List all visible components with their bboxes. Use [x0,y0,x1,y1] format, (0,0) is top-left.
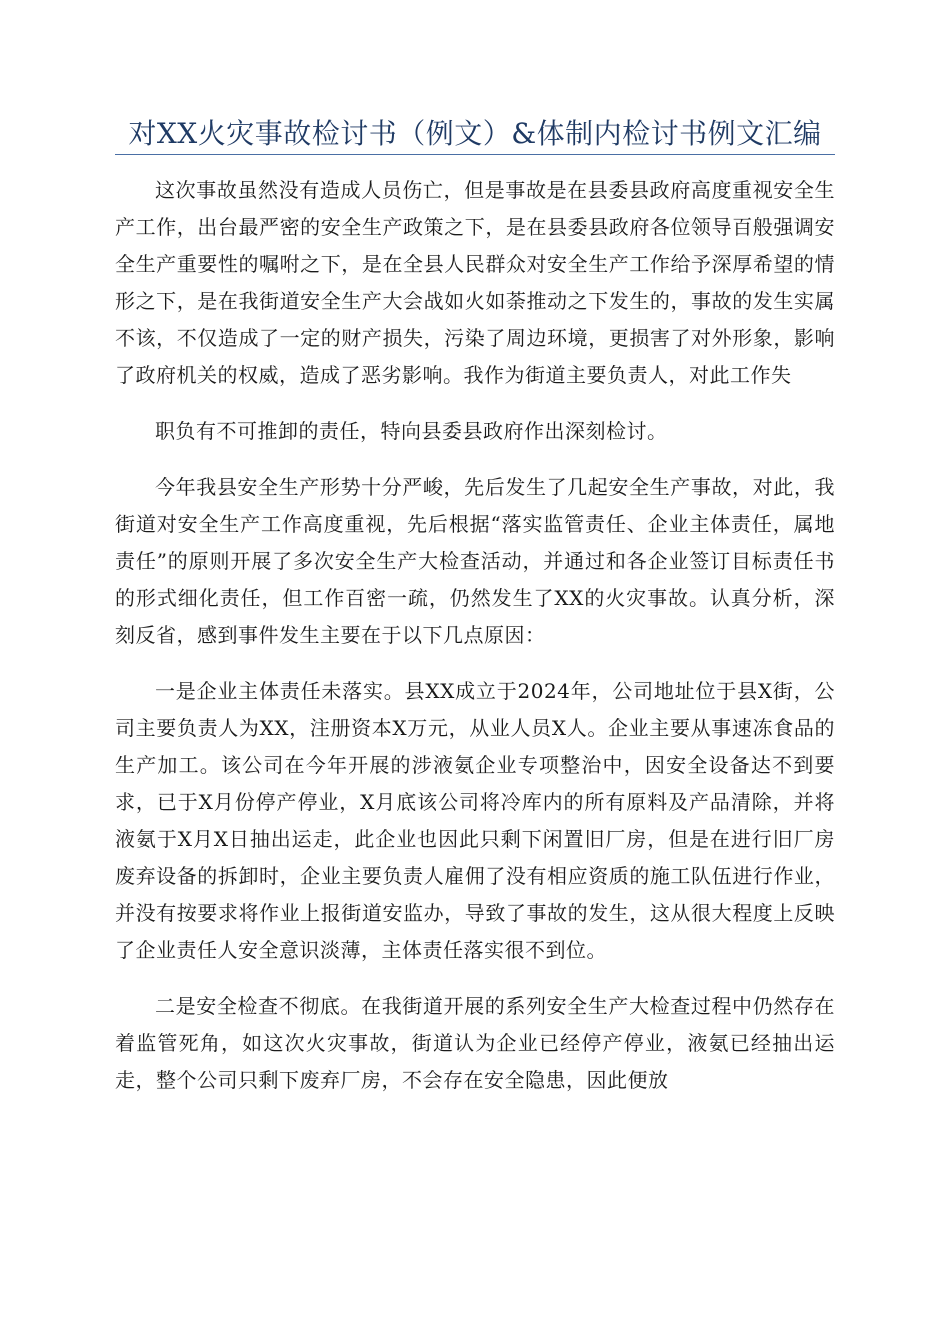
paragraph: 一是企业主体责任未落实。县XX成立于2024年，公司地址位于县X街，公司主要负责人为XX，注册资本X万元，从业人员X人。企业主要从事速冻食品的生产加工。该公司在今年开展的涉液氨企业专项整治中，因安全设备达不到要求，已于X月份停产停业，X月底该公司将冷库内的所有原料及产品清除，并将液氨于X月X日抽出运走，此企业也因此只剩下闲置旧厂房，但是在进行旧厂房废弃设备的拆卸时，企业主要负责人雇佣了没有相应资质的施工队伍进行作业，并没有按要求将作业上报街道安监办，导致了事故的发生，这从很大程度上反映了企业责任人安全意识淡薄，主体责任落实很不到位。 [115,679,835,962]
paragraph: 今年我县安全生产形势十分严峻，先后发生了几起安全生产事故，对此，我街道对安全生产工作高度重视，先后根据“落实监管责任、企业主体责任，属地责任”的原则开展了多次安全生产大检查活动，并通过和各企业签订目标责任书的形式细化责任，但工作百密一疏，仍然发生了XX的火灾事故。认真分析，深刻反省，感到事件发生主要在于以下几点原因： [115,475,835,647]
title-underline [115,154,835,155]
paragraph: 职负有不可推卸的责任，特向县委县政府作出深刻检讨。 [155,419,668,443]
document-body [115,172,835,1118]
document-title: 对XX火灾事故检讨书（例文）&体制内检讨书例文汇编 [128,117,822,150]
paragraph: 这次事故虽然没有造成人员伤亡，但是事故是在县委县政府高度重视安全生产工作，出台最严密的安全生产政策之下，是在县委县政府各位领导百般强调安全生产重要性的嘱咐之下，是在全县人民群众对安全生产工作给予深厚希望的情形之下，是在我街道安全生产大会战如火如荼推动之下发生的，事故的发生实属不该，不仅造成了一定的财产损失，污染了周边环境，更损害了对外形象，影响了政府机关的权威，造成了恶劣影响。我作为街道主要负责人，对此工作失 [115,178,835,387]
paragraph: 二是安全检查不彻底。在我街道开展的系列安全生产大检查过程中仍然存在着监管死角，如这次火灾事故，街道认为企业已经停产停业，液氨已经抽出运走，整个公司只剩下废弃厂房，不会存在安全隐患，因此便放 [115,994,835,1092]
